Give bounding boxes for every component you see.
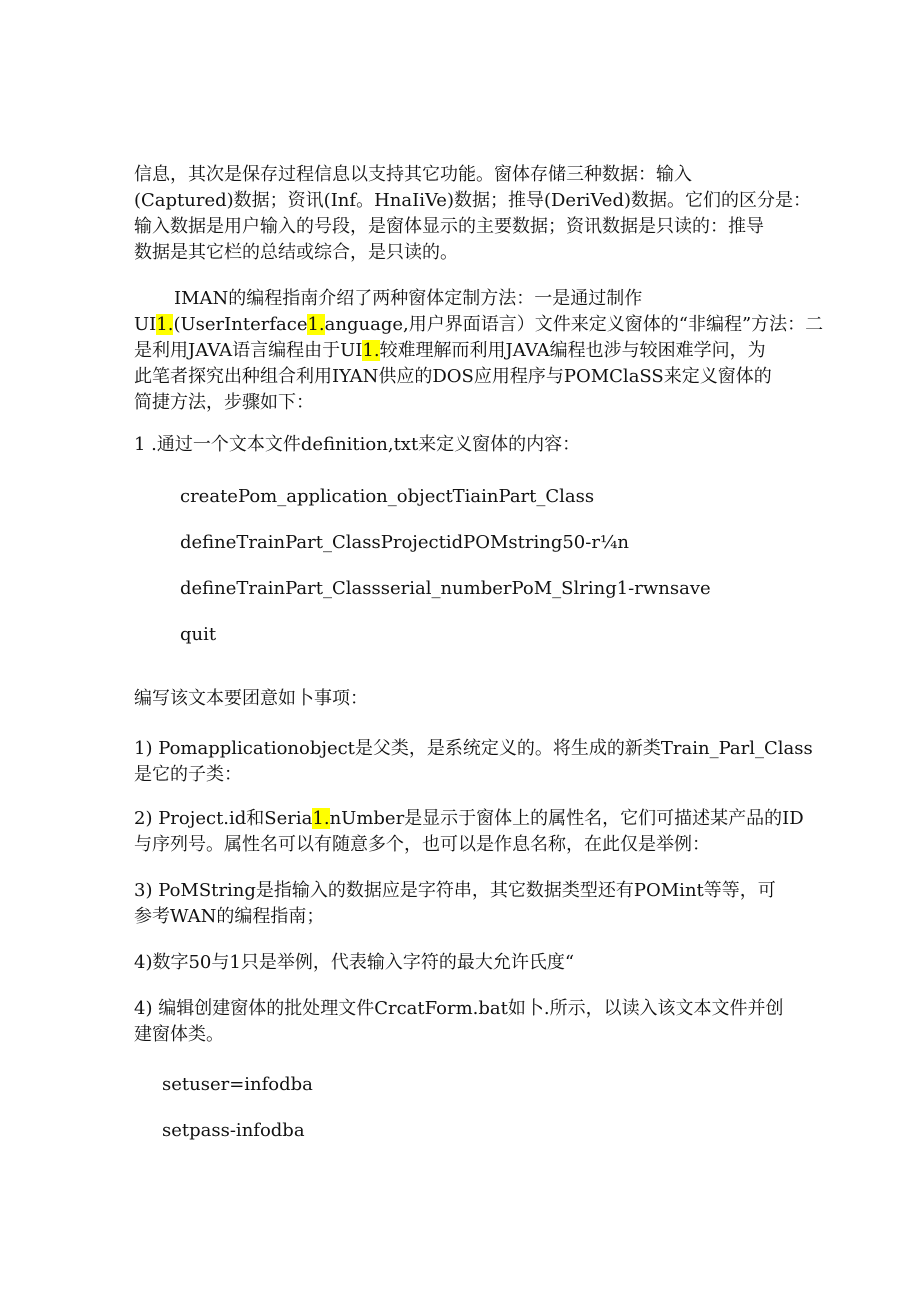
paragraph-line: (Captured)数据；资讯(Inf。HnaIiVe)数据；推导(DeriVed)数据。它们的区分是： [134,190,811,211]
paragraph-line: 简捷方法，步骤如下： [134,392,314,413]
notes-heading: 编写该文本要团意如卜事项： [134,688,368,709]
paragraph-line: 数据是其它栏的总结或综合，是只读的。 [134,242,458,263]
paragraph-line [134,338,766,364]
code-line: defineTrainPart_ClassProjectidPOMstring50-r¼n [180,532,629,553]
text-run: (UserInterface [173,314,308,335]
code-line: createPom_application_objectTiainPart_Class [180,486,595,507]
paragraph-line: 输入数据是用户输入的号段，是窗体显示的主要数据；资讯数据是只读的：推导 [134,216,764,237]
code-line: setpass-infodba [162,1120,305,1141]
note-line: 1) Pomapplicationobject是父类，是系统定义的。将生成的新类Train_Parl_Class [134,738,813,759]
note-line: 4)数字50与1只是举例，代表输入字符的最大允许氏度“ [134,952,575,973]
text-run: 是利用JAVA语言编程由于UI [134,340,363,361]
code-line: setuser=infodba [162,1074,313,1095]
highlighted-text: 1. [362,340,380,361]
paragraph-line: IMAN的编程指南介绍了两种窗体定制方法：一是通过制作 [174,288,643,309]
highlighted-text: 1. [312,808,330,829]
note-line [134,806,804,832]
code-line: defineTrainPart_Classserial_numberPoM_Slring1-rwnsave [180,578,711,599]
note-line: 是它的子类： [134,764,242,785]
note-line: 建窗体类。 [134,1024,224,1045]
text-run: UI [134,314,157,335]
note-line: 与序列号。属性名可以有随意多个，也可以是作息名称，在此仅是举例： [134,834,710,855]
text-run: 较难理解而利用JAVA编程也涉与较困难学问，为 [379,340,766,361]
note-line: 3) PoMString是指输入的数据应是字符串，其它数据类型还有POMint等等，可 [134,880,776,901]
highlighted-text: 1. [156,314,174,335]
step-heading: 1 .通过一个文本文件definition,txt来定义窗体的内容： [134,434,581,455]
note-line: 4) 编辑创建窗体的批处理文件CrcatForm.bat如卜.所示，以读入该文本文件并创 [134,998,784,1019]
paragraph-line: 信息，其次是保存过程信息以支持其它功能。窗体存储三种数据：输入 [134,164,692,185]
paragraph-line [134,312,823,338]
highlighted-text: 1. [307,314,325,335]
text-run: nUmber是显示于窗体上的属性名，它们可描述某产品的ID [329,808,804,829]
paragraph-line: 此笔者探究出种组合利用IYAN供应的DOS应用程序与POMClaSS来定义窗体的 [134,366,772,387]
text-run: anguage,用户界面语言）文件来定义窗体的“非编程”方法：二 [324,314,824,335]
text-run: 2) Project.id和Seria [134,808,313,829]
code-line: quit [180,624,217,645]
note-line: 参考WAN的编程指南； [134,906,325,927]
